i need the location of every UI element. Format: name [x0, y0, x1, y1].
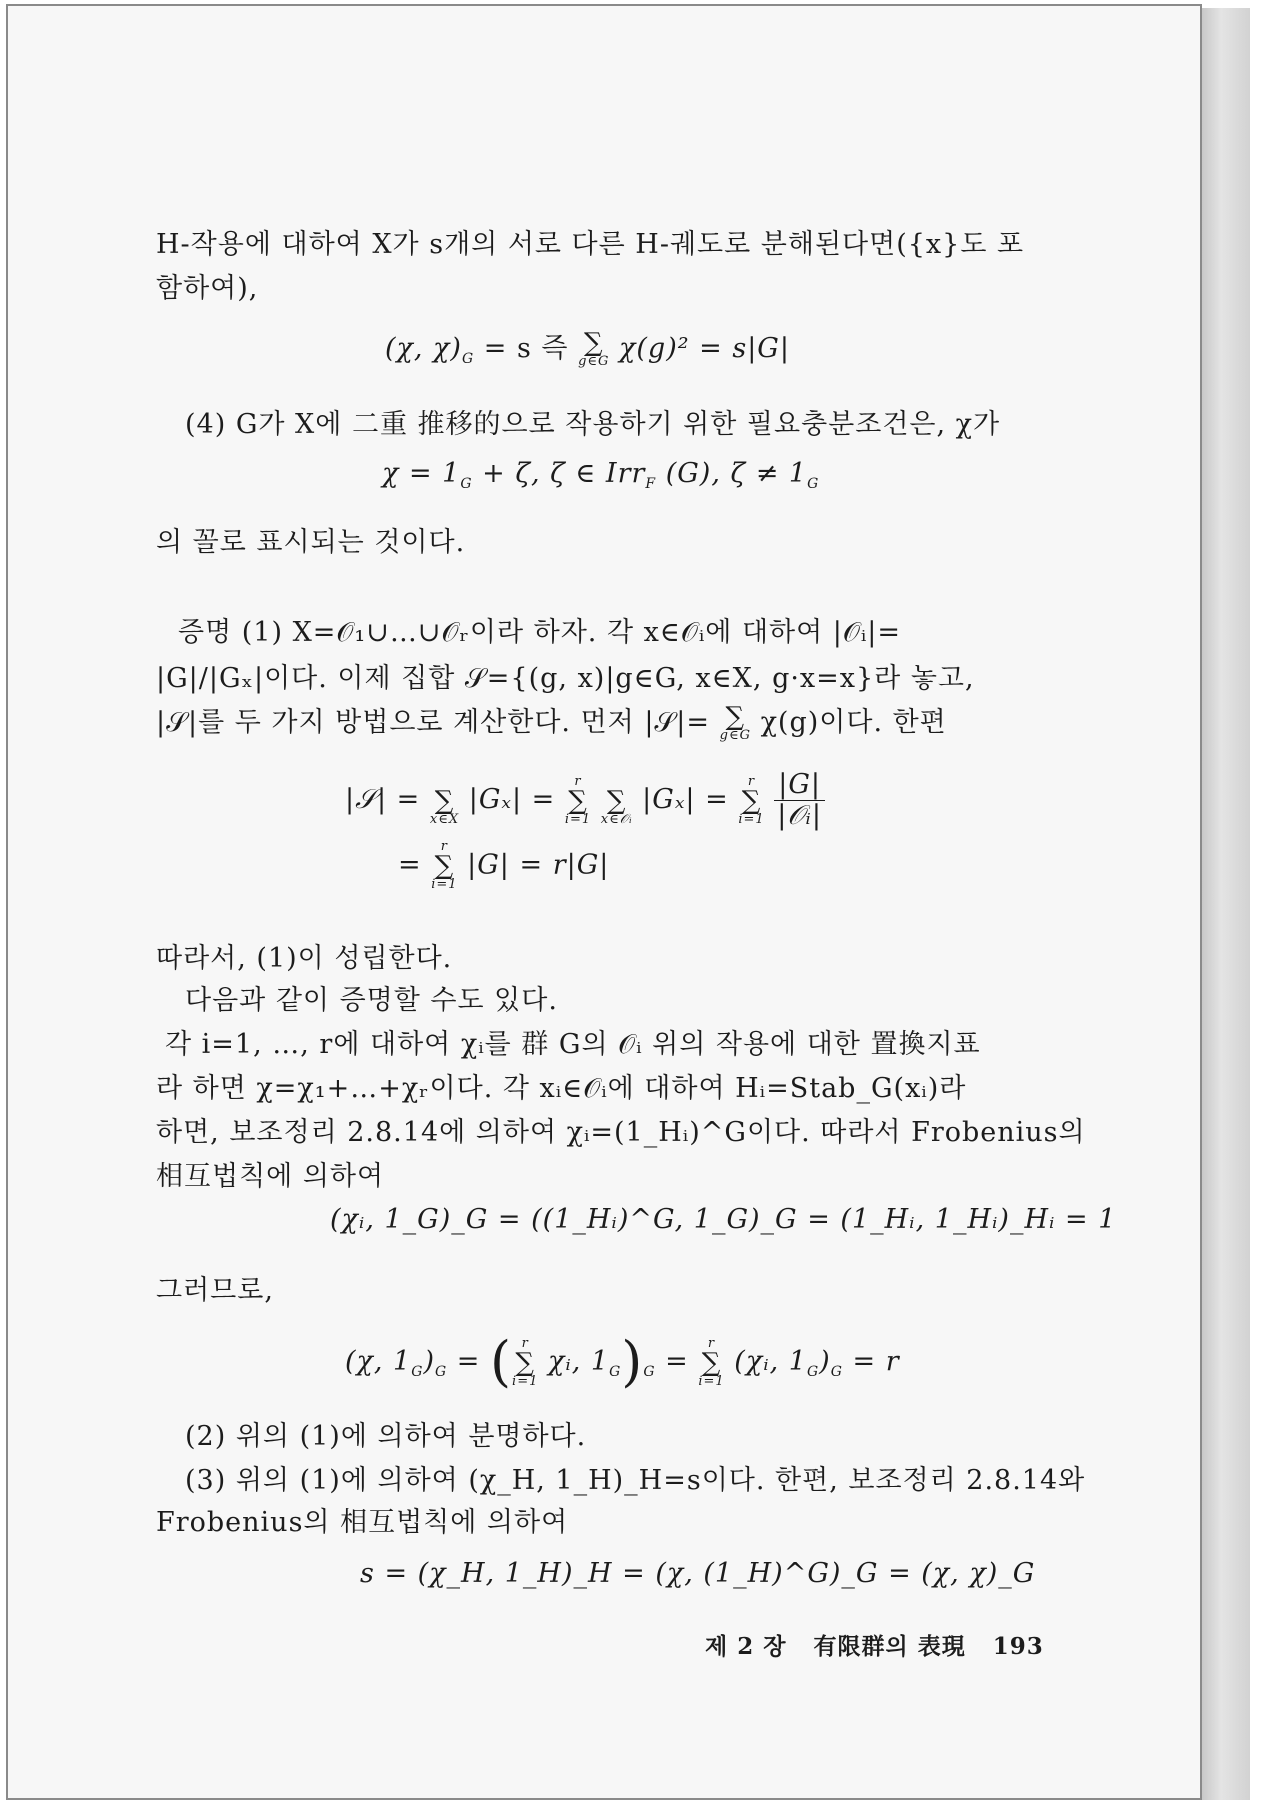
text-line-6: 의 꼴로 표시되는 것이다.	[156, 527, 466, 558]
equation-3: |𝒮| = ∑ x∈X |Gₓ| = r ∑ i=1 ∑ x∈𝒪ᵢ |Gₓ| = r ∑ i=1 $\frac{|G|}{\text{|𝒪ᵢ|}}$	[345, 770, 825, 831]
text-line-4: (4) G가 X에 二重 推移的으로 작용하기 위한 필요충분조건은, χ가	[185, 409, 1001, 440]
text-line-23: Frobenius의 相互법칙에 의하여	[156, 1507, 569, 1538]
page-number: 193	[992, 1633, 1044, 1660]
chapter-label: 제 2 장	[705, 1633, 787, 1660]
text-line-1: H-작용에 대하여 X가 s개의 서로 다른 H-궤도로 분해된다면({x}도 포	[156, 229, 1025, 260]
text-line-17: 相互법칙에 의하여	[156, 1161, 385, 1192]
text-line-13: 다음과 같이 증명할 수도 있다.	[185, 985, 558, 1016]
chapter-title: 有限群의 表現	[813, 1633, 966, 1660]
text-line-8: |G|/|Gₓ|이다. 이제 집합 𝒮={(g, x)|g∈G, x∈X, g·x=x}라 놓고,	[156, 663, 975, 694]
text-line-15: 라 하면 χ=χ₁+…+χᵣ이다. 각 xᵢ∈𝒪ᵢ에 대하여 Hᵢ=Stab_G(xᵢ)라	[156, 1073, 967, 1104]
page-edge	[1202, 8, 1250, 1800]
text-line-7: 증명 (1) X=𝒪₁∪…∪𝒪ᵣ이라 하자. 각 x∈𝒪ᵢ에 대하여 |𝒪ᵢ|=	[178, 617, 902, 648]
equation-7: s = (χ_H, 1_H)_H = (χ, (1_H)^G)_G = (χ, χ)_G	[360, 1558, 1036, 1589]
text-line-2: 함하여),	[156, 273, 259, 304]
text-line-12: 따라서, (1)이 성립한다.	[156, 943, 453, 974]
text-line-9: |𝒮|를 두 가지 방법으로 계산한다. 먼저 |𝒮|= ∑ g∈G χ(g)이다. 한편	[156, 701, 947, 743]
equation-5: (χᵢ, 1_G)_G = ((1_Hᵢ)^G, 1_G)_G = (1_Hᵢ, 1_Hᵢ)_Hᵢ = 1	[330, 1204, 1117, 1235]
text-line-22: (3) 위의 (1)에 의하여 (χ_H, 1_H)_H=s이다. 한편, 보조정리 2.8.14와	[185, 1465, 1086, 1496]
text-line-14: 각 i=1, …, r에 대하여 χᵢ를 群 G의 𝒪ᵢ 위의 작용에 대한 置換지표	[165, 1029, 981, 1060]
text-line-19: 그러므로,	[156, 1275, 274, 1306]
equation-2: $\chi = 1_G + \zeta$, ζ ∈ Irr$_F$ (G), $\zeta \ne 1_G$	[382, 458, 820, 492]
footer	[705, 1628, 1044, 1661]
equation-1: (χ, $\chi)_G = s$ 즉 ∑ g∈G χ(g)² = s|G|	[385, 327, 790, 369]
text-line-21: (2) 위의 (1)에 의하여 분명하다.	[185, 1421, 587, 1452]
equation-4: = r ∑ i=1 |G| = r|G|	[398, 839, 610, 892]
equation-6: (χ, $1_G)_G$ = ( r ∑ i=1 χᵢ, $1_G)_G$ = r ∑ i=1 (χᵢ, $1_G)_G = r$	[345, 1330, 900, 1393]
text-line-16: 하면, 보조정리 2.8.14에 의하여 χᵢ=(1_Hᵢ)^G이다. 따라서 Frobenius의	[156, 1117, 1086, 1148]
